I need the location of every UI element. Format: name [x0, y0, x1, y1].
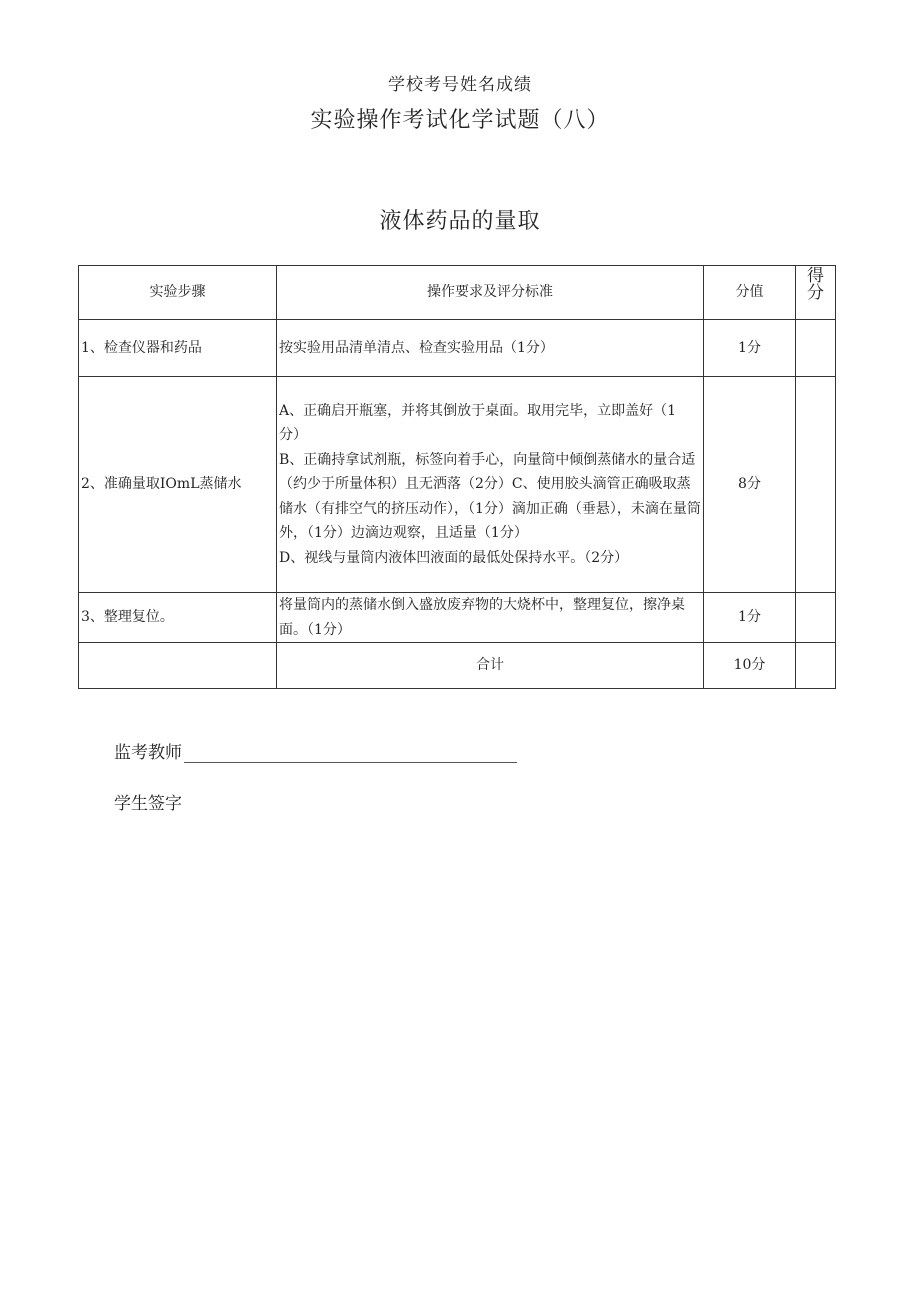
- student-label: 学生签字: [114, 794, 182, 814]
- proctor-signature-line[interactable]: [184, 746, 517, 763]
- requirement-cell: 按实验用品清单清点、检查实验用品（1分）: [277, 320, 704, 377]
- header-requirement: 操作要求及评分标准: [277, 266, 704, 320]
- header-step: 实验步骤: [79, 266, 277, 320]
- total-empty-cell: [79, 643, 277, 689]
- table-header-row: [79, 266, 836, 320]
- earned-cell[interactable]: [796, 593, 836, 643]
- school-info-line: 学校考号姓名成绩: [388, 75, 532, 95]
- score-cell: 1分: [704, 320, 796, 377]
- total-row: [79, 643, 836, 689]
- requirement-cell: A、正确启开瓶塞，并将其倒放于桌面。取用完毕，立即盖好（1分） B、正确持拿试剂瓶，标签向着手心，向量筒中倾倒蒸储水的量合适（约少于所量体积）且无洒落（2分）C、使用胶头滴管正确吸取蒸储水（有排空气的挤压动作），（1分）滴加正确（垂悬），未滴在量筒外，（1分）边滴边观察，且适量（1分） D、视线与量筒内液体凹液面的最低处保持水平。（2分）: [277, 377, 704, 593]
- score-cell: 1分: [704, 593, 796, 643]
- total-score: 10分: [704, 643, 796, 689]
- score-cell: 8分: [704, 377, 796, 593]
- requirement-cell: 将量筒内的蒸储水倒入盛放废弃物的大烧杯中，整理复位，擦净桌面。（1分）: [277, 593, 704, 643]
- task-title: 液体药品的量取: [379, 209, 541, 234]
- table-row: [79, 320, 836, 377]
- header-score: 分值: [704, 266, 796, 320]
- proctor-label: 监考教师: [114, 743, 182, 763]
- exam-title: 实验操作考试化学试题（八）: [310, 108, 610, 133]
- total-label: 合计: [277, 643, 704, 689]
- proctor-signature: [114, 738, 517, 763]
- table-row: [79, 377, 836, 593]
- student-signature: [114, 789, 182, 814]
- earned-cell[interactable]: [796, 320, 836, 377]
- step-cell: 2、准确量取IOmL蒸储水: [79, 377, 277, 593]
- step-cell: 1、检查仪器和药品: [79, 320, 277, 377]
- scoring-table: [78, 265, 836, 689]
- step-cell: 3、整理复位。: [79, 593, 277, 643]
- table-row: [79, 593, 836, 643]
- header-earned: 得 分: [796, 266, 836, 320]
- earned-cell[interactable]: [796, 377, 836, 593]
- total-earned-cell[interactable]: [796, 643, 836, 689]
